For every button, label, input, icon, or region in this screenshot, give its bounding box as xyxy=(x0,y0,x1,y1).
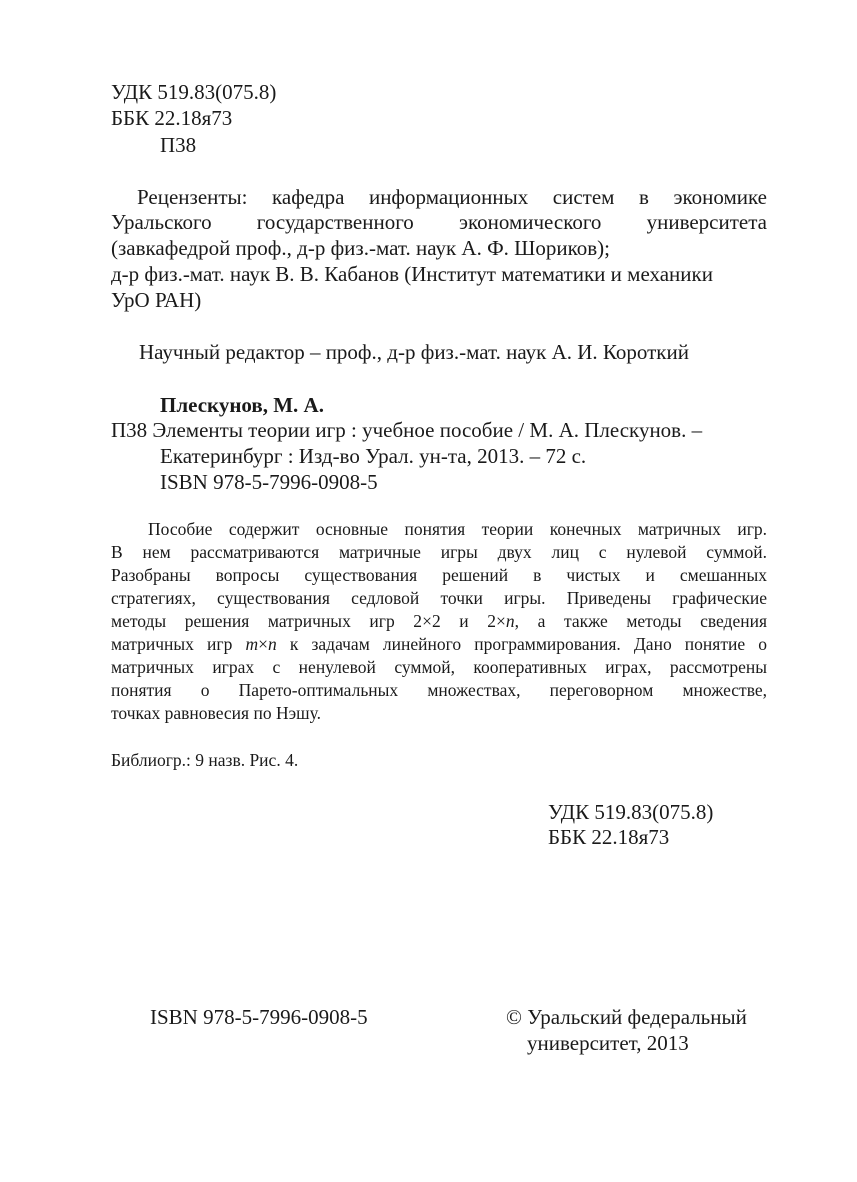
author-mark: П38 xyxy=(160,133,197,157)
math-variable-n: n xyxy=(267,634,277,654)
times-symbol: × xyxy=(496,611,506,631)
abstract-line: Пособие содержит основные понятия теории конечных матричных игр. xyxy=(148,519,767,539)
math-variable-m: m xyxy=(245,634,259,654)
udk-code: УДК 519.83(075.8) xyxy=(111,80,277,104)
copyright-line: университет, 2013 xyxy=(527,1031,689,1055)
abstract-line: В нем рассматриваются матричные игры двух лиц с нулевой суммой. xyxy=(111,542,767,562)
abstract-text: к задачам линейного программирования. Дано понятие о xyxy=(276,634,767,654)
abstract-line: понятия о Парето-оптимальных множествах, переговорном множестве, xyxy=(111,680,767,700)
times-symbol: × xyxy=(258,634,268,654)
scientific-editor: Научный редактор – проф., д-р физ.-мат. наук А. И. Короткий xyxy=(139,340,689,364)
abstract-line: точках равновесия по Нэшу. xyxy=(111,703,321,723)
bib-imprint-line: Екатеринбург : Изд-во Урал. ун-та, 2013. – 72 с. xyxy=(160,444,587,468)
reviewers-line: Уральского государственного экономического университета xyxy=(111,210,767,234)
times-symbol: × xyxy=(422,611,432,631)
reviewers-line: УрО РАН) xyxy=(111,288,202,312)
reviewers-line: (завкафедрой проф., д-р физ.-мат. наук А. Ф. Шориков); xyxy=(111,236,610,260)
bbk-code-right: ББК 22.18я73 xyxy=(548,825,670,849)
bbk-code: ББК 22.18я73 xyxy=(111,106,233,130)
abstract-line: Разобраны вопросы существования решений в чистых и смешанных xyxy=(111,565,767,585)
abstract-line xyxy=(111,634,767,655)
bib-isbn: ISBN 978-5-7996-0908-5 xyxy=(160,470,378,494)
abstract-line: стратегиях, существования седловой точки игры. Приведены графические xyxy=(111,588,767,608)
bibliography-note: Библиогр.: 9 назв. Рис. 4. xyxy=(111,750,299,770)
reviewers-line: Рецензенты: кафедра информационных систем в экономике xyxy=(137,185,767,209)
abstract-text: методы решения матричных игр 2 xyxy=(111,611,423,631)
abstract-text: матричных игр xyxy=(111,634,246,654)
bib-title-line: П38 Элементы теории игр : учебное пособие / М. А. Плескунов. – xyxy=(111,418,703,442)
math-variable-n: n xyxy=(505,611,515,631)
udk-code-right: УДК 519.83(075.8) xyxy=(548,800,714,824)
abstract-line: матричных играх с ненулевой суммой, кооперативных играх, рассмотрены xyxy=(111,657,767,677)
reviewers-line: д-р физ.-мат. наук В. В. Кабанов (Институт математики и механики xyxy=(111,262,713,286)
footer-isbn: ISBN 978-5-7996-0908-5 xyxy=(150,1005,368,1029)
copyright-line: © Уральский федеральный xyxy=(506,1005,747,1029)
abstract-text: , а также методы сведения xyxy=(514,611,767,631)
abstract-text: 2 и 2 xyxy=(431,611,496,631)
abstract-line xyxy=(111,611,767,632)
author-heading: Плескунов, М. А. xyxy=(160,393,324,417)
